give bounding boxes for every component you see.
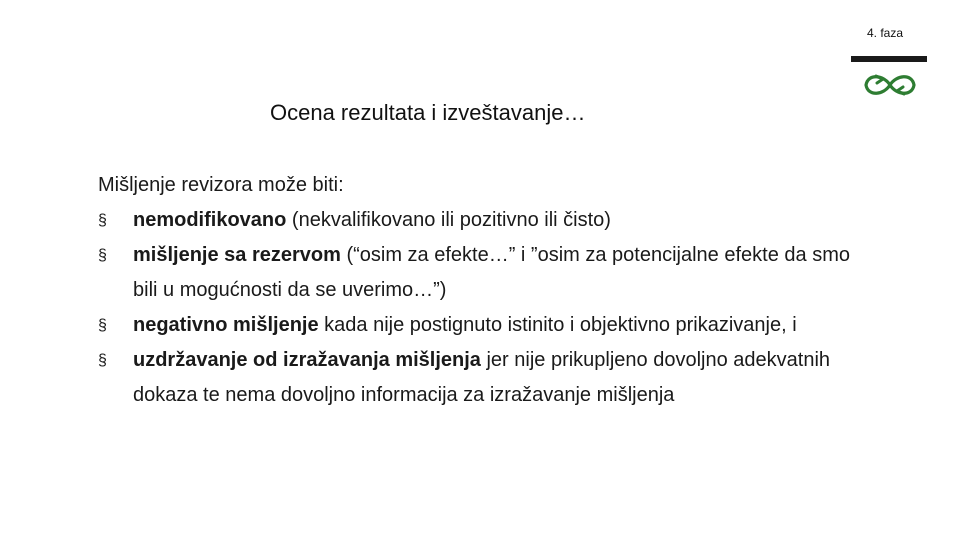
- bullet-text: kada nije postignuto istinito i objektivno prikazivanje, i: [318, 314, 797, 336]
- bullet-text: (“osim za efekte…” i ”osim za potencijalne efekte da smo bili u mogućnosti da se uverimo…”): [133, 244, 850, 301]
- infinity-cycle-icon: [856, 67, 924, 103]
- bullet-text: (nekvalifikovano ili pozitivno ili čisto): [286, 209, 611, 231]
- bullet-marker: §: [98, 247, 107, 264]
- bullet-bold-term: mišljenje sa rezervom: [133, 244, 341, 266]
- bullet-item: [98, 343, 858, 413]
- bullet-bold-term: nemodifikovano: [133, 209, 287, 231]
- bullet-marker: §: [98, 317, 107, 334]
- bullet-item: [98, 203, 858, 238]
- phase-bar: [851, 56, 927, 62]
- bullet-list: [98, 203, 858, 413]
- bullet-item: [98, 308, 858, 343]
- bullet-text: jer nije prikupljeno dovoljno adekvatnih dokaza te nema dovoljno informacija za izražavanje mišljenja: [133, 349, 831, 406]
- bullet-bold-term: negativno mišljenje: [133, 314, 319, 336]
- bullet-marker: §: [98, 352, 107, 369]
- phase-label: 4. faza: [866, 26, 904, 40]
- slide-content: [98, 168, 858, 413]
- bullet-marker: §: [98, 212, 107, 229]
- slide-title: Ocena rezultata i izveštavanje…: [270, 100, 586, 125]
- intro-text: Mišljenje revizora može biti:: [98, 174, 344, 196]
- bullet-bold-term: uzdržavanje od izražavanja mišljenja: [133, 349, 481, 371]
- bullet-item: [98, 238, 858, 308]
